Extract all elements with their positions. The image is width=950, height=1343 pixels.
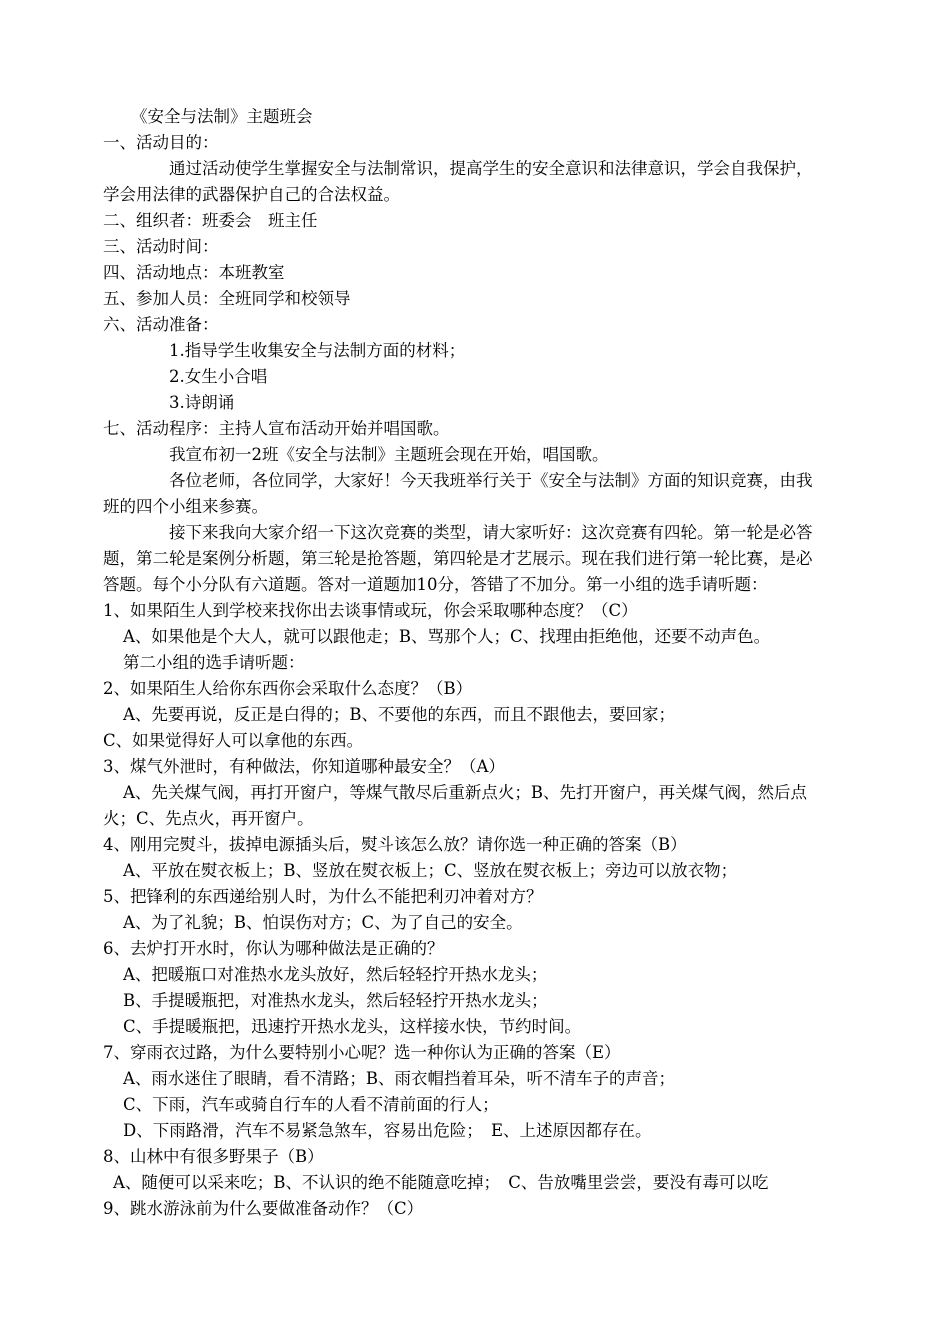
text-line: 2、如果陌生人给你东西你会采取什么态度？（B） [103, 679, 473, 698]
text-line: B、手提暖瓶把，对准热水龙头，然后轻轻拧开热水龙头； [123, 991, 548, 1010]
text-line: C、手提暖瓶把，迅速拧开热水龙头，这样接水快，节约时间。 [123, 1017, 582, 1036]
text-line: 3、煤气外泄时，有种做法，你知道哪种最安全？（A） [103, 757, 505, 776]
text-line: 7、穿雨衣过路，为什么要特别小心呢？选一种你认为正确的答案（E） [103, 1043, 621, 1062]
text-line: D、下雨路滑，汽车不易紧急煞车，容易出危险； E、上述原因都存在。 [123, 1121, 652, 1140]
text-line: A、为了礼貌；B、怕误伤对方；C、为了自己的安全。 [123, 913, 523, 932]
text-line: 8、山林中有很多野果子（B） [103, 1147, 324, 1166]
text-line: 1.指导学生收集安全与法制方面的材料； [169, 341, 466, 360]
text-line: 第二小组的选手请听题： [123, 653, 305, 672]
text-line: 6、去炉打开水时，你认为哪种做法是正确的？ [103, 939, 444, 958]
text-line: A、先要再说，反正是白得的；B、不要他的东西，而且不跟他去，要回家； [123, 705, 676, 724]
text-line: 一、活动目的： [103, 133, 219, 152]
text-line: 9、跳水游泳前为什么要做准备动作？（C） [103, 1199, 424, 1218]
text-line: C、如果觉得好人可以拿他的东西。 [103, 731, 364, 750]
text-line: A、如果他是个大人，就可以跟他走；B、骂那个人；C、找理由拒绝他，还要不动声色。 [123, 627, 771, 646]
text-line: A、雨水迷住了眼睛，看不清路；B、雨衣帽挡着耳朵，听不清车子的声音； [123, 1069, 676, 1088]
text-line: 答题。每个小分队有六道题。答对一道题加10分，答错了不加分。第一小组的选手请听题： [103, 575, 768, 594]
text-line: A、随便可以采来吃；B、不认识的绝不能随意吃掉； C、告放嘴里尝尝，要没有毒可以吃 [113, 1173, 769, 1192]
text-line: 火；C、先点火，再开窗户。 [103, 809, 314, 828]
text-line: 我宣布初一2班《安全与法制》主题班会现在开始，唱国歌。 [169, 445, 609, 464]
document-body [103, 104, 853, 1222]
text-line: 六、活动准备： [103, 315, 219, 334]
text-line: C、下雨，汽车或骑自行车的人看不清前面的行人； [123, 1095, 499, 1114]
text-line: 2.女生小合唱 [169, 367, 268, 386]
text-line: 各位老师，各位同学，大家好！今天我班举行关于《安全与法制》方面的知识竞赛，由我 [169, 471, 813, 490]
document-lines [103, 130, 853, 1222]
text-line: 七、活动程序：主持人宣布活动开始并唱国歌。 [103, 419, 450, 438]
text-line: 三、活动时间： [103, 237, 219, 256]
document-title: 《安全与法制》主题班会 [131, 107, 313, 126]
text-line: 二、组织者：班委会 班主任 [103, 211, 318, 230]
text-line: 五、参加人员：全班同学和校领导 [103, 289, 351, 308]
text-line: 4、刚用完熨斗，拔掉电源插头后，熨斗该怎么放？请你选一种正确的答案（B） [103, 835, 687, 854]
text-line: A、先关煤气阀，再打开窗户，等煤气散尽后重新点火；B、先打开窗户，再关煤气阀，然后点 [123, 783, 808, 802]
text-line: 题，第二轮是案例分析题，第三轮是抢答题，第四轮是才艺展示。现在我们进行第一轮比赛，是必 [103, 549, 813, 568]
text-line: 学会用法律的武器保护自己的合法权益。 [103, 185, 400, 204]
text-line: 通过活动使学生掌握安全与法制常识，提高学生的安全意识和法律意识，学会自我保护， [169, 159, 813, 178]
text-line: 3.诗朗诵 [169, 393, 235, 412]
text-line: 接下来我向大家介绍一下这次竞赛的类型，请大家听好：这次竞赛有四轮。第一轮是必答 [169, 523, 813, 542]
text-line: 班的四个小组来参赛。 [103, 497, 268, 516]
text-line: 四、活动地点：本班教室 [103, 263, 285, 282]
text-line: 1、如果陌生人到学校来找你出去谈事情或玩，你会采取哪种态度？（C） [103, 601, 638, 620]
text-line: A、平放在熨衣板上；B、竖放在熨衣板上；C、竖放在熨衣板上；旁边可以放衣物； [123, 861, 738, 880]
text-line: 5、把锋利的东西递给别人时，为什么不能把利刃冲着对方？ [103, 887, 543, 906]
text-line: A、把暖瓶口对准热水龙头放好，然后轻轻拧开热水龙头； [123, 965, 548, 984]
